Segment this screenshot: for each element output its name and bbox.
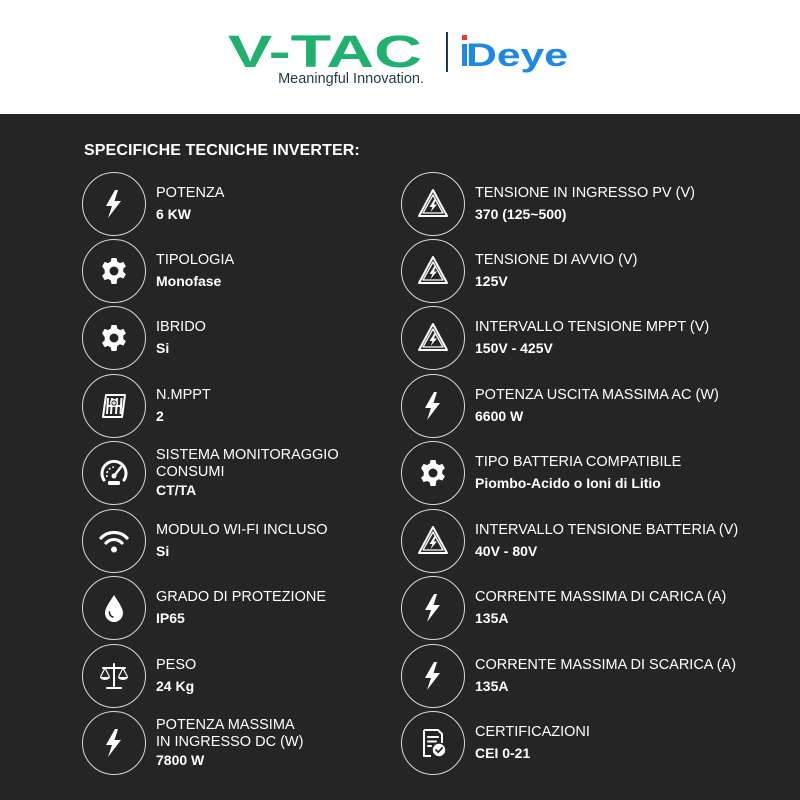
spec-label: N.MPPT (156, 387, 211, 403)
gear-icon (82, 239, 146, 303)
spec-text (475, 509, 765, 573)
spec-value: 135A (475, 678, 509, 694)
spec-text (475, 441, 765, 505)
spec-item (82, 172, 442, 236)
spec-label: TENSIONE DI AVVIO (V) (475, 252, 638, 268)
mppt-icon (82, 374, 146, 438)
voltage-warning-icon (401, 172, 465, 236)
spec-label: PESO (156, 657, 197, 673)
spec-value: 2 (156, 408, 164, 424)
spec-text (475, 576, 765, 640)
logo-divider (446, 32, 448, 72)
spec-text (475, 172, 765, 236)
vtac-logo (228, 30, 424, 70)
spec-label: TIPOLOGIA (156, 252, 235, 268)
spec-item (82, 711, 442, 775)
spec-label: CERTIFICAZIONI (475, 724, 590, 740)
spec-value: 6600 W (475, 408, 524, 424)
spec-label: INTERVALLO TENSIONE MPPT (V) (475, 319, 710, 335)
spec-label: CORRENTE MASSIMA DI CARICA (A) (475, 589, 727, 605)
svg-text:Deye: Deye (466, 37, 568, 73)
gear-icon (82, 306, 146, 370)
spec-label: GRADO DI PROTEZIONE (156, 589, 326, 605)
spec-item (401, 576, 761, 640)
spec-item (82, 239, 442, 303)
spec-value: Monofase (156, 273, 222, 289)
lightning-icon (82, 711, 146, 775)
spec-item (401, 374, 761, 438)
spec-item (401, 172, 761, 236)
scale-icon (82, 644, 146, 708)
gear-icon (401, 441, 465, 505)
deye-logo (462, 32, 572, 76)
spec-value: Si (156, 543, 170, 559)
spec-text (475, 644, 765, 708)
voltage-warning-icon (401, 239, 465, 303)
voltage-warning-icon (401, 509, 465, 573)
spec-label: POTENZA (156, 185, 225, 201)
section-title: SPECIFICHE TECNICHE INVERTER: (84, 142, 360, 159)
spec-item (82, 374, 442, 438)
spec-value: 125V (475, 273, 508, 289)
spec-value: 150V - 425V (475, 340, 553, 356)
lightning-icon (82, 172, 146, 236)
certificate-icon (401, 711, 465, 775)
spec-value: 370 (125~500) (475, 206, 567, 222)
spec-item (401, 441, 761, 505)
spec-label: SISTEMA MONITORAGGIO CONSUMI (156, 447, 339, 480)
spec-value: Piombo-Acido o Ioni di Litio (475, 475, 661, 491)
spec-value: Si (156, 340, 170, 356)
gauge-icon (82, 441, 146, 505)
spec-text (475, 306, 765, 370)
spec-item (82, 509, 442, 573)
spec-label: TENSIONE IN INGRESSO PV (V) (475, 185, 695, 201)
spec-label: INTERVALLO TENSIONE BATTERIA (V) (475, 522, 739, 538)
spec-value: 7800 W (156, 752, 205, 768)
spec-item (401, 644, 761, 708)
spec-value: 6 KW (156, 206, 191, 222)
brand-header (0, 0, 800, 114)
spec-item (82, 306, 442, 370)
tagline: Meaningful Innovation. (278, 71, 424, 87)
spec-item (401, 239, 761, 303)
lightning-icon (401, 644, 465, 708)
spec-value: 40V - 80V (475, 543, 538, 559)
spec-value: 135A (475, 610, 509, 626)
spec-label: POTENZA MASSIMA IN INGRESSO DC (W) (156, 717, 304, 750)
spec-item (401, 509, 761, 573)
spec-text (475, 374, 765, 438)
spec-value: CEI 0-21 (475, 745, 531, 761)
spec-text (475, 239, 765, 303)
spec-item (82, 576, 442, 640)
spec-item (401, 306, 761, 370)
water-drop-icon (82, 576, 146, 640)
lightning-icon (401, 576, 465, 640)
spec-label: POTENZA USCITA MASSIMA AC (W) (475, 387, 719, 403)
spec-text (475, 711, 765, 775)
spec-item (82, 644, 442, 708)
spec-value: 24 Kg (156, 678, 195, 694)
spec-item (401, 711, 761, 775)
voltage-warning-icon (401, 306, 465, 370)
spec-value: CT/TA (156, 482, 197, 498)
spec-label: CORRENTE MASSIMA DI SCARICA (A) (475, 657, 737, 673)
svg-text:V-TAC: V-TAC (228, 30, 422, 70)
spec-item (82, 441, 442, 505)
spec-label: IBRIDO (156, 319, 206, 335)
spec-label: TIPO BATTERIA COMPATIBILE (475, 454, 682, 470)
lightning-icon (401, 374, 465, 438)
spec-value: IP65 (156, 610, 185, 626)
spec-label: MODULO WI-FI INCLUSO (156, 522, 328, 538)
wifi-icon (82, 509, 146, 573)
